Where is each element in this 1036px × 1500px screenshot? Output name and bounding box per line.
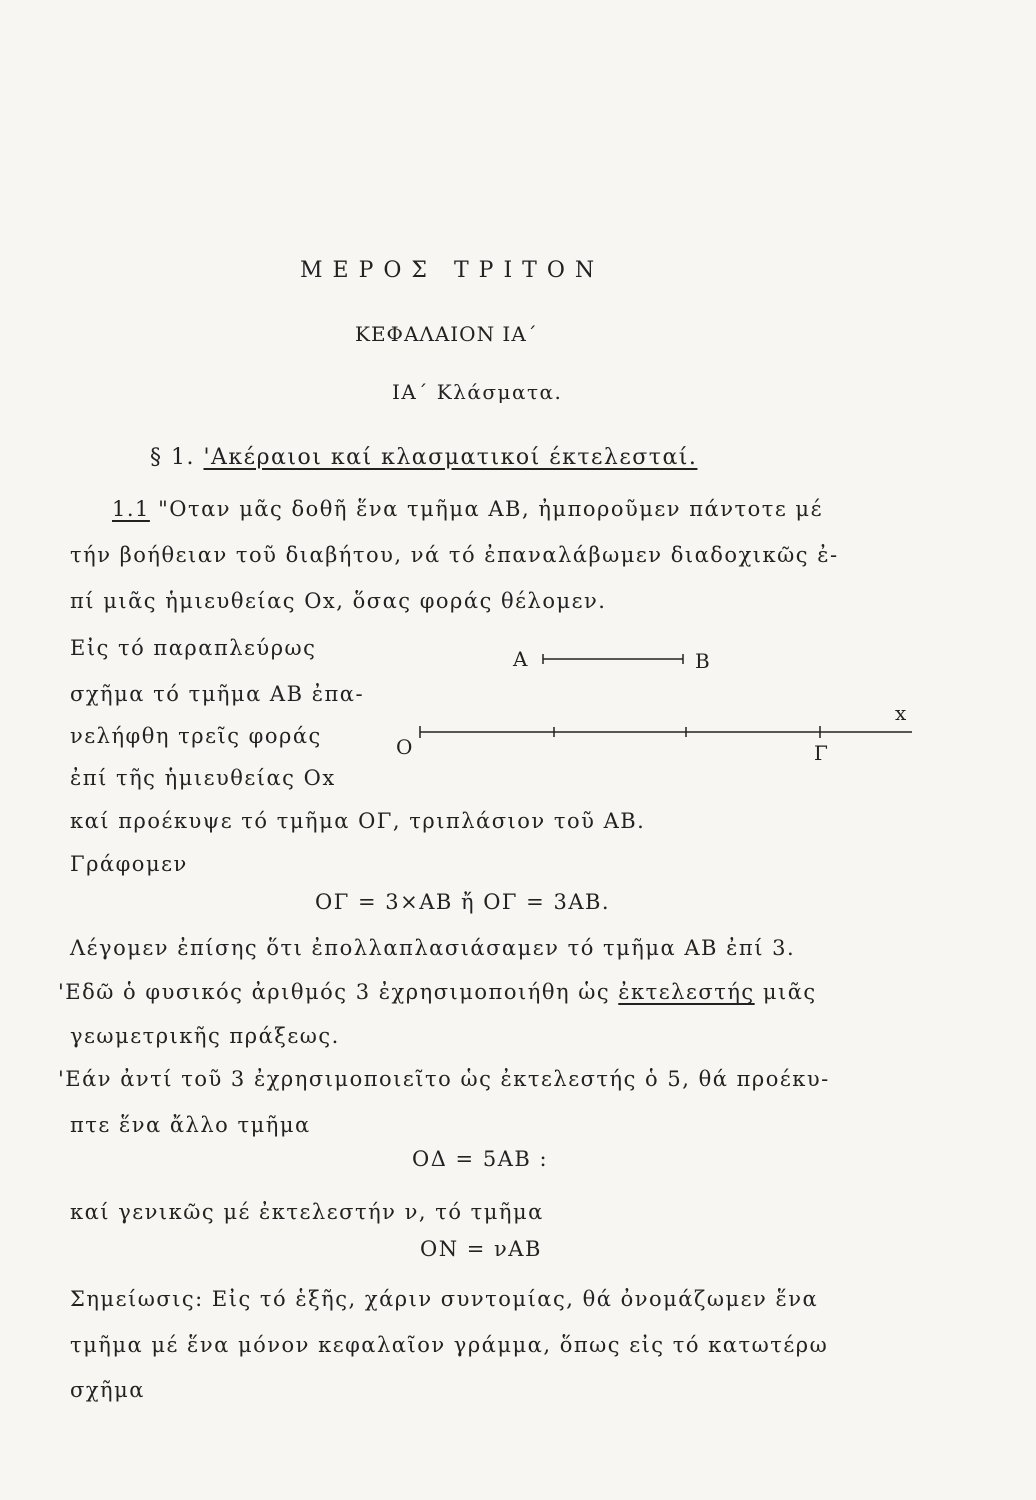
body-line-18: σχῆμα: [70, 1378, 145, 1402]
underlined-term: ἐκτελεστής: [618, 980, 755, 1004]
body-line-12: γεωμετρικῆς πράξεως.: [70, 1024, 340, 1048]
body-line-11: [58, 980, 817, 1004]
formula-3: ΟΝ = νΑΒ: [420, 1237, 542, 1261]
body-line-7: ἐπί τῆς ἡμιευθείας Ox: [70, 766, 336, 790]
paragraph-heading: [150, 445, 697, 470]
body-line-3: πί μιᾶς ἡμιευθείας Ox, ὅσας φοράς θέλομεν.: [70, 589, 607, 613]
label-b: Β: [695, 649, 710, 673]
paragraph-symbol: § 1.: [150, 445, 195, 470]
body-line-13: 'Εάν ἀντί τοῦ 3 ἐχρησιμοποιεῖτο ὡς ἐκτελεστής ὁ 5, θά προέκυ-: [58, 1067, 830, 1091]
body-line-1: [112, 497, 823, 521]
body-line-6: νελήφθη τρεῖς φοράς: [70, 724, 322, 748]
section-title: ΙΑ΄ Κλάσματα.: [392, 380, 563, 404]
label-a: Α: [513, 647, 528, 671]
segment-diagram: [390, 636, 930, 776]
part-title: ΜΕΡΟΣ ΤΡΙΤΟΝ: [300, 258, 605, 283]
body-line-11-b: μιᾶς: [754, 980, 817, 1004]
body-line-15: καί γενικῶς μέ ἐκτελεστήν ν, τό τμῆμα: [70, 1200, 544, 1224]
label-g: Γ: [814, 741, 828, 765]
body-line-16: Σημείωσις: Εἰς τό ἑξῆς, χάριν συντομίας, θά ὀνομάζωμεν ἕνα: [70, 1287, 819, 1311]
body-line-17: τμῆμα μέ ἕνα μόνον κεφαλαῖον γράμμα, ὅπως εἰς τό κατωτέρω: [70, 1333, 829, 1357]
body-line-11-a: 'Εδῶ ὁ φυσικός ἀριθμός 3 ἐχρησιμοποιήθη ὡς: [58, 980, 619, 1004]
body-line-9: Γράφομεν: [70, 852, 188, 876]
label-o: Ο: [396, 735, 413, 759]
formula-2: ΟΔ = 5ΑΒ :: [412, 1147, 549, 1171]
chapter-title: ΚΕΦΑΛΑΙΟΝ ΙΑ΄: [355, 322, 538, 346]
body-line-8: καί προέκυψε τό τμῆμα ΟΓ, τριπλάσιον τοῦ ΑΒ.: [70, 809, 646, 833]
body-line-1-text: "Οταν μᾶς δοθῆ ἕνα τμῆμα ΑΒ, ἠμποροῦμεν πάντοτε μέ: [149, 497, 823, 521]
paragraph-title: 'Ακέραιοι καί κλασματικοί έκτελεσταί.: [203, 445, 698, 470]
body-line-5: σχῆμα τό τμῆμα ΑΒ ἐπα-: [70, 682, 365, 706]
body-line-2: τήν βοήθειαν τοῦ διαβήτου, νά τό ἐπαναλάβωμεν διαδοχικῶς ἐ-: [70, 543, 839, 567]
body-line-4: Εἰς τό παραπλεύρως: [70, 636, 317, 660]
formula-1: ΟΓ = 3×ΑΒ ἤ ΟΓ = 3ΑΒ.: [315, 890, 611, 914]
body-line-14: πτε ἕνα ἄλλο τμῆμα: [70, 1113, 311, 1137]
label-x: x: [895, 701, 907, 725]
subsection-number: 1.1: [112, 497, 150, 521]
body-line-10: Λέγομεν ἐπίσης ὅτι ἐπολλαπλασιάσαμεν τό τμῆμα ΑΒ ἐπί 3.: [70, 936, 796, 960]
